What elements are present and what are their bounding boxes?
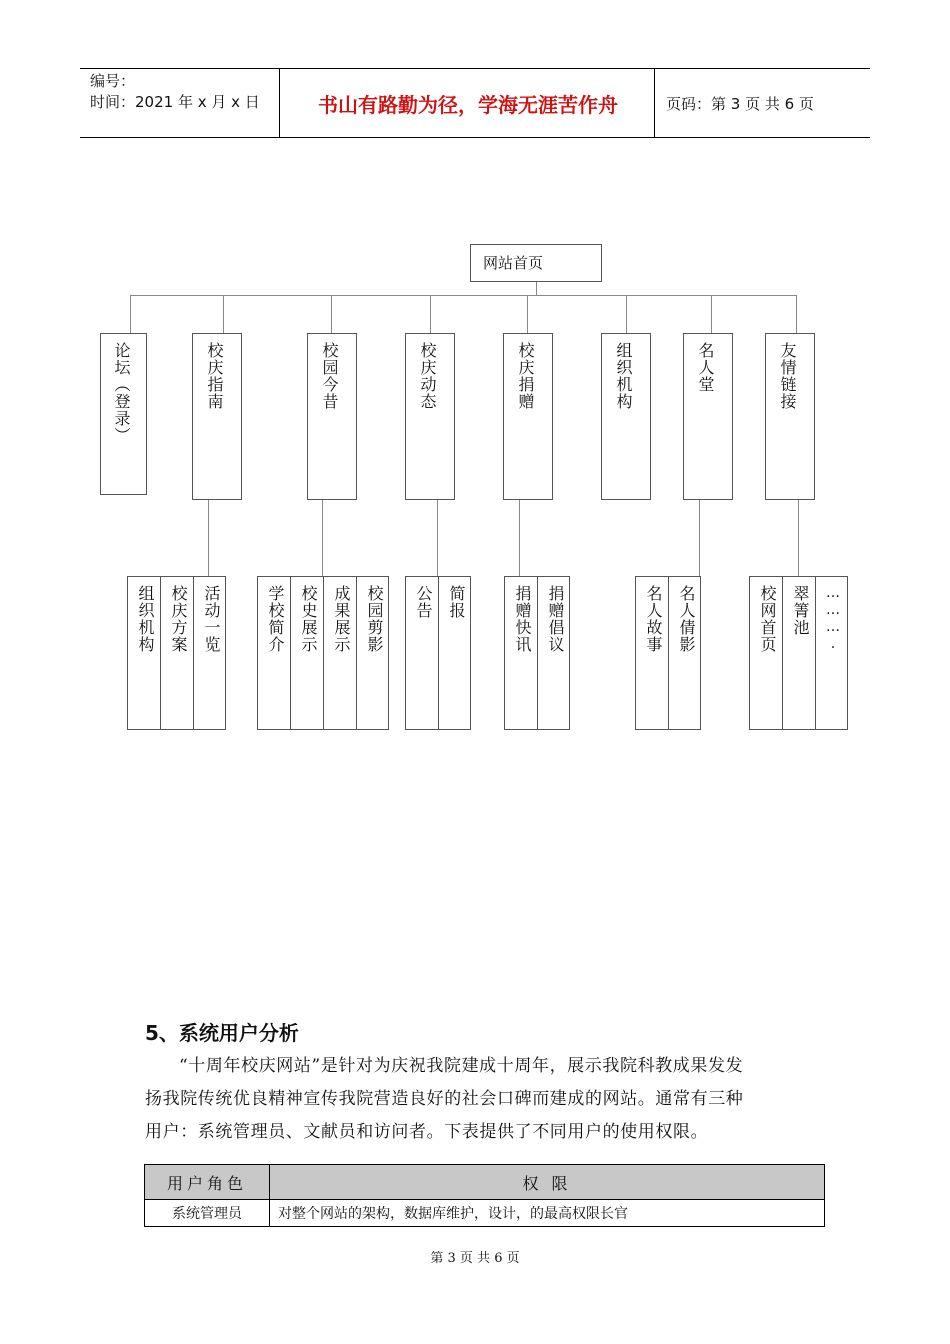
section-label: 校庆指南 (205, 342, 224, 410)
connector (437, 500, 438, 576)
section-box (100, 333, 147, 495)
section-box (192, 333, 242, 500)
subsection-box (504, 576, 538, 730)
code-label: 编号： (90, 72, 136, 90)
section-box (405, 333, 455, 500)
subsection-label: 校史展示 (299, 585, 318, 653)
subsection-box (160, 576, 194, 730)
subsection-label: 校庆方案 (169, 585, 188, 653)
section-paragraph (145, 1050, 810, 1149)
connector (208, 500, 209, 576)
connector (519, 500, 520, 576)
header-motto: 书山有路勤为径，学海无涯苦作舟 (282, 69, 655, 137)
table-cell: 对整个网站的架构，数据库维护，设计，的最高权限长官 (270, 1200, 825, 1227)
header-page-label: 页码：第 3 页 共 6 页 (666, 94, 814, 113)
subsection-box (749, 576, 783, 730)
connector (130, 295, 797, 296)
section-box (683, 333, 733, 500)
page-footer: 第 3 页 共 6 页 (430, 1251, 520, 1266)
time-label: 时间：2021 年 x 月 x 日 (90, 93, 260, 111)
section-box (765, 333, 815, 500)
section-label: 友情链接 (778, 342, 797, 410)
section-label: 名人堂 (696, 342, 715, 393)
connector (322, 500, 323, 576)
section-label: 组织机构 (614, 342, 633, 410)
table-header-row (145, 1165, 825, 1200)
subsection-label: 名人故事 (644, 585, 663, 653)
sitemap-root-label: 网站首页 (483, 254, 544, 272)
connector (699, 500, 700, 576)
subsection-label: 捐赠快讯 (513, 585, 532, 653)
connector (430, 295, 431, 333)
subsection-box (290, 576, 324, 730)
table-header-cell: 用户角色 (145, 1165, 270, 1200)
section-box (503, 333, 553, 500)
paragraph-line: 用户：系统管理员、文献员和访问者。下表提供了不同用户的使用权限。 (145, 1122, 709, 1142)
subsection-box (782, 576, 816, 730)
subsection-label: ………. (825, 585, 841, 653)
connector (626, 295, 627, 333)
subsection-box (405, 576, 439, 730)
table-header-cell: 权 限 (270, 1165, 825, 1200)
paragraph-line: “十周年校庆网站”是针对为庆祝我院建成十周年，展示我院科教成果发发 (179, 1056, 744, 1076)
section-label: 校园今昔 (320, 342, 339, 410)
section-heading: 5、系统用户分析 (145, 1021, 299, 1045)
table-cell: 系统管理员 (145, 1200, 270, 1227)
subsection-label: 翠箐池 (791, 585, 810, 636)
subsection-label: 学校简介 (266, 585, 285, 653)
subsection-box (815, 576, 848, 730)
section-label: 论坛（登录） (112, 342, 131, 444)
subsection-label: 成果展示 (332, 585, 351, 653)
subsection-box (127, 576, 161, 730)
connector (796, 295, 797, 333)
subsection-box (438, 576, 471, 730)
subsection-box (635, 576, 669, 730)
section-box (601, 333, 651, 500)
section-label: 校庆捐赠 (516, 342, 535, 410)
connector (223, 295, 224, 333)
paragraph-line: 扬我院传统优良精神宣传我院营造良好的社会口碑而建成的网站。通常有三种 (145, 1089, 744, 1109)
subsection-label: 校园剪影 (365, 585, 384, 653)
section-box (307, 333, 357, 500)
connector (331, 295, 332, 333)
connector (130, 295, 131, 333)
permission-table (144, 1164, 825, 1227)
connector (536, 282, 537, 295)
connector (527, 295, 528, 333)
subsection-label: 活动一览 (202, 585, 221, 653)
subsection-box (537, 576, 570, 730)
subsection-box (668, 576, 701, 730)
subsection-label: 校网首页 (758, 585, 777, 653)
section-label: 校庆动态 (418, 342, 437, 410)
subsection-box (193, 576, 226, 730)
connector (798, 500, 799, 576)
subsection-label: 公告 (414, 585, 433, 619)
subsection-box (356, 576, 389, 730)
subsection-box (257, 576, 291, 730)
connector (711, 295, 712, 333)
subsection-box (323, 576, 357, 730)
subsection-label: 组织机构 (136, 585, 155, 653)
sitemap-root (470, 244, 602, 282)
subsection-label: 捐赠倡议 (546, 585, 565, 653)
subsection-label: 简报 (447, 585, 466, 619)
table-row (145, 1200, 825, 1227)
subsection-label: 名人倩影 (677, 585, 696, 653)
